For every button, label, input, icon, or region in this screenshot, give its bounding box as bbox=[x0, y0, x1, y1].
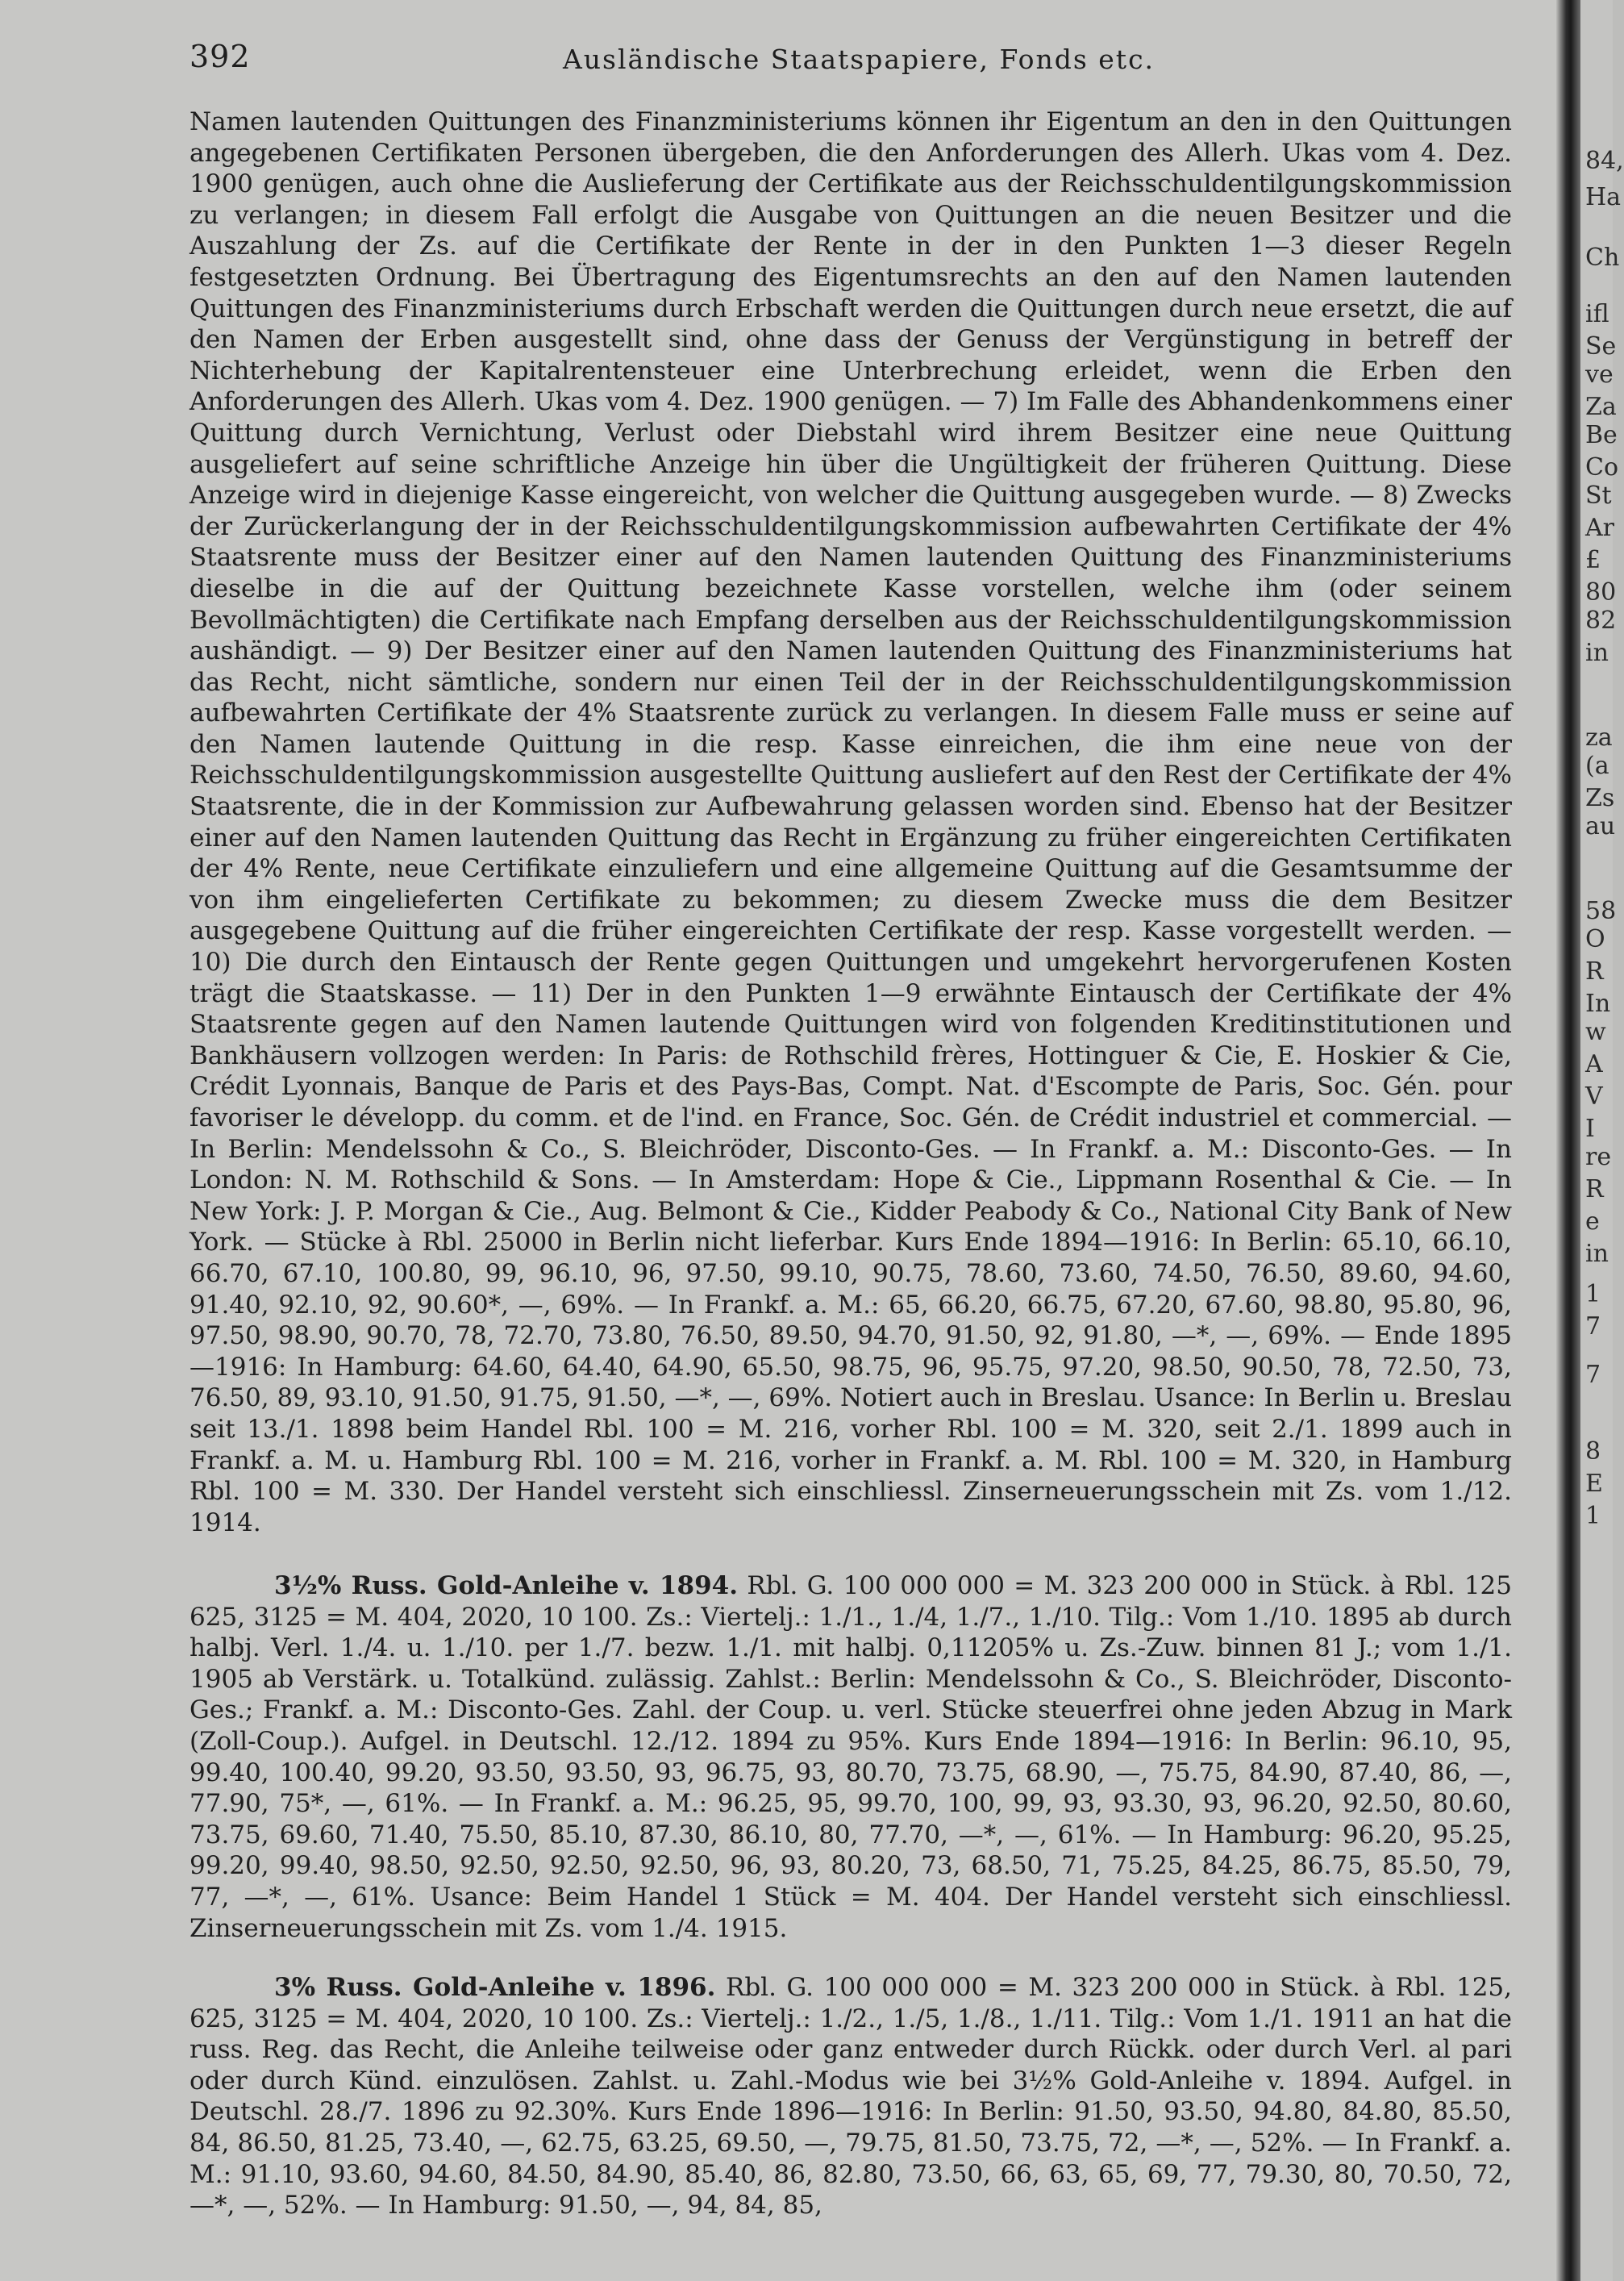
entry-paragraph bbox=[189, 1570, 1512, 1944]
neighbor-fragment: 82 bbox=[1585, 607, 1617, 635]
neighbor-fragment: R bbox=[1585, 1175, 1604, 1203]
neighbor-fragment: £ bbox=[1585, 546, 1601, 574]
entry-text: Rbl. G. 100 000 000 = M. 323 200 000 in Stück. à Rbl. 125, 625, 3125 = M. 404, 2020, 10 100. Zs.: Viertelj.: 1./2., 1./5, 1./8., 1./11. Tilg.: Vom 1./1. 1911 an hat die russ. Reg. das Recht, die Anleihe teilweise oder ganz entweder durch Rückk. oder durch Verl. al pari oder durch Künd. einzulösen. Zahlst. u. Zahl.-Modus wie bei 3½% Gold-Anleihe v. 1894. Aufgel. in Deutschl. 28./7. 1896 zu 92.30%. Kurs Ende 1896—1916: In Berlin: 91.50, 93.50, 94.80, 84.80, 85.50, 84, 86.50, 81.25, 73.40, —, 62.75, 63.25, 69.50, —, 79.75, 81.50, 73.75, 72, —*, —, 52%. — In Frankf. a. M.: 91.10, 93.60, 94.60, 84.50, 84.90, 85.40, 86, 82.80, 73.50, 66, 63, 65, 69, 77, 79.30, 80, 70.50, 72, —*, —, 52%. — In Hamburg: 91.50, —, 94, 84, 85, bbox=[189, 1973, 1513, 2221]
entry-heading: 3½% Russ. Gold-Anleihe v. 1894. bbox=[274, 1571, 739, 1600]
running-head: Ausländische Staatspapiere, Fonds etc. bbox=[562, 44, 1156, 75]
entry-text: Rbl. G. 100 000 000 = M. 323 200 000 in Stück. à Rbl. 125 625, 3125 = M. 404, 2020, 10 100. Zs.: Viertelj.: 1./1., 1./4, 1./7., 1./10. Tilg.: Vom 1./10. 1895 ab durch halbj. Verl. 1./4. u. 1./10. per 1./7. bezw. 1./1. mit halbj. 0,11205% u. Zs.-Zuw. binnen 81 J.; vom 1./1. 1905 ab Verstärk. u. Totalkünd. zulässig. Zahlst.: Berlin: Mendelssohn & Co., S. Bleichröder, Disconto-Ges.; Frankf. a. M.: Disconto-Ges. Zahl. der Coup. u. verl. Stücke steuerfrei ohne jeden Abzug in Mark (Zoll-Coup.). Aufgel. in Deutschl. 12./12. 1894 zu 95%. Kurs Ende 1894—1916: In Berlin: 96.10, 95, 99.40, 100.40, 99.20, 93.50, 93.50, 93, 96.75, 93, 80.70, 73.75, 68.90, —, 75.75, 84.90, 87.40, 86, —, 77.90, 75*, —, 61%. — In Frankf. a. M.: 96.25, 95, 99.70, 100, 99, 93, 93.30, 93, 96.20, 92.50, 80.60, 73.75, 69.60, 71.40, 75.50, 85.10, 87.30, 86.10, 80, 77.70, —*, —, 61%. — In Hamburg: 96.20, 95.25, 99.20, 99.40, 98.50, 92.50, 92.50, 92.50, 96, 93, 80.20, 73, 68.50, 71, 75.25, 84.25, 86.75, 85.50, 79, 77, —*, —, 61%. Usance: Beim Handel 1 Stück = M. 404. Der Handel versteht sich einschliessl. Zinserneuerungsschein mit Zs. vom 1./4. 1915. bbox=[189, 1571, 1512, 1943]
neighbor-fragment: Be bbox=[1585, 421, 1618, 449]
neighbor-fragment: Se bbox=[1585, 332, 1617, 361]
bond-entry-1894 bbox=[189, 1570, 1512, 1944]
page-number: 392 bbox=[189, 39, 251, 74]
neighbor-fragment: ifl bbox=[1585, 300, 1609, 328]
neighbor-fragment: ve bbox=[1585, 361, 1614, 389]
neighbor-fragment: 8 bbox=[1585, 1437, 1601, 1466]
neighbor-fragment: V bbox=[1585, 1082, 1603, 1111]
neighbor-fragment: E bbox=[1585, 1470, 1603, 1498]
neighbor-fragment: R bbox=[1585, 957, 1604, 986]
neighbor-fragment: Co bbox=[1585, 453, 1619, 482]
neighbor-fragment: Zs bbox=[1585, 784, 1615, 812]
neighbor-fragment: 84, bbox=[1585, 147, 1624, 175]
neighbor-fragment: in bbox=[1585, 1240, 1609, 1268]
bond-entry-1896 bbox=[189, 1972, 1512, 2221]
continuation-paragraph: Namen lautenden Quittungen des Finanzministeriums können ihr Eigentum an den in den Quittungen angegebenen Certifikaten Personen übergeben, die den Anforderungen des Allerh. Ukas vom 4. Dez. 1900 genügen, auch ohne die Auslieferung der Certifikate aus der Reichsschuldentilgungskommission zu verlangen; in diesem Fall erfolgt die Ausgabe von Quittungen an die neuen Besitzer und die Auszahlung der Zs. auf die Certifikate der Rente in der in den Punkten 1—3 dieser Regeln festgesetzten Ordnung. Bei Übertragung des Eigentumsrechts an den auf den Namen lautenden Quittungen des Finanzministeriums durch Erbschaft werden die Quittungen durch neue ersetzt, die auf den Namen der Erben ausgestellt sind, ohne dass der Genuss der Vergünstigung in betreff der Nichterhebung der Kapitalrentensteuer eine Unterbrechung erleidet, wenn die Erben den Anforderungen des Allerh. Ukas vom 4. Dez. 1900 genügen. — 7) Im Falle des Abhandenkommens einer Quittung durch Vernichtung, Verlust oder Diebstahl wird ihrem Besitzer eine neue Quittung ausgeliefert auf seine schriftliche Anzeige hin über die Ungültigkeit der früheren Quittung. Diese Anzeige wird in diejenige Kasse eingereicht, von welcher die Quittung ausgegeben wurde. — 8) Zwecks der Zurückerlangung der in der Reichsschuldentilgungskommission aufbewahrten Certifikate der 4% Staatsrente muss der Besitzer einer auf den Namen lautenden Quittung des Finanzministeriums dieselbe in die auf der Quittung bezeichnete Kasse vorstellen, welche ihm (oder seinem Bevollmächtigten) die Certifikate nach Empfang derselben aus der Reichsschuldentilgungskommission aushändigt. — 9) Der Besitzer einer auf den Namen lautenden Quittung des Finanzministeriums hat das Recht, nicht sämtliche, sondern nur einen Teil der in der Reichsschuldentilgungskommission aufbewahrten Certifikate der 4% Staatsrente zurück zu verlangen. In diesem Falle muss er seine auf den Namen lautende Quittung in die resp. Kasse einreichen, die ihm eine neue von der Reichsschuldentilgungskommission ausgestellte Quittung ausliefert auf den Rest der Certifikate der 4% Staatsrente, die in der Kommission zur Aufbewahrung gelassen worden sind. Ebenso hat der Besitzer einer auf den Namen lautenden Quittung das Recht in Ergänzung zu früher eingereichten Certifikaten der 4% Rente, neue Certifikate einzuliefern und eine allgemeine Quittung auf die Gesamtsumme der von ihm eingelieferten Certifikate zu bekommen; zu diesem Zwecke muss die dem Besitzer ausgegebene Quittung auf die früher eingereichten Certifikate der resp. Kasse vorgestellt werden. — 10) Die durch den Eintausch der Rente gegen Quittungen und umgekehrt hervorgerufenen Kosten trägt die Staatskasse. — 11) Der in den Punkten 1—9 erwähnte Eintausch der Certifikate der 4% Staatsrente gegen auf den Namen lautende Quittungen wird von folgenden Kreditinstitutionen und Bankhäusern vollzogen werden: In Paris: de Rothschild frères, Hottinguer & Cie, E. Hoskier & Cie, Crédit Lyonnais, Banque de Paris et des Pays-Bas, Compt. Nat. d'Escompte de Paris, Soc. Gén. pour favoriser le développ. du comm. et de l'ind. en France, Soc. Gén. de Crédit industriel et commercial. — In Berlin: Mendelssohn & Co., S. Bleichröder, Disconto-Ges. — In Frankf. a. M.: Disconto-Ges. — In London: N. M. Rothschild & Sons. — In Amsterdam: Hope & Cie., Lippmann Rosenthal & Cie. — In New York: J. P. Morgan & Cie., Aug. Belmont & Cie., Kidder Peabody & Co., National City Bank of New York. — Stücke à Rbl. 25000 in Berlin nicht lieferbar. Kurs Ende 1894—1916: In Berlin: 65.10, 66.10, 66.70, 67.10, 100.80, 99, 96.10, 96, 97.50, 99.10, 90.75, 78.60, 73.60, 74.50, 76.50, 89.60, 94.60, 91.40, 92.10, 92, 90.60*, —, 69%. — In Frankf. a. M.: 65, 66.20, 66.75, 67.20, 67.60, 98.80, 95.80, 96, 97.50, 98.90, 90.70, 78, 72.70, 73.80, 76.50, 89.50, 94.70, 91.50, 92, 91.80, —*, —, 69%. — Ende 1895—1916: In Hamburg: 64.60, 64.40, 64.90, 65.50, 98.75, 96, 95.75, 97.20, 98.50, 90.50, 78, 72.50, 73, 76.50, 89, 93.10, 91.50, 91.75, 91.50, —*, —, 69%. Notiert auch in Breslau. Usance: In Berlin u. Breslau seit 13./1. 1898 beim Handel Rbl. 100 = M. 216, vorher Rbl. 100 = M. 320, seit 2./1. 1899 auch in Frankf. a. M. u. Hamburg Rbl. 100 = M. 216, vorher in Frankf. a. M. Rbl. 100 = M. 320, in Hamburg Rbl. 100 = M. 330. Der Handel versteht sich einschliessl. Zinserneuerungsschein mit Zs. vom 1./12. 1914. bbox=[189, 107, 1512, 1537]
neighbor-fragment: Ar bbox=[1585, 514, 1615, 542]
neighbor-fragment: 7 bbox=[1585, 1361, 1601, 1389]
entry-paragraph bbox=[189, 1972, 1512, 2221]
neighbor-fragment: w bbox=[1585, 1018, 1606, 1046]
neighbor-fragment: Ch bbox=[1585, 244, 1620, 272]
neighbor-fragment: re bbox=[1585, 1143, 1612, 1171]
neighbor-fragment: St bbox=[1585, 482, 1612, 510]
neighbor-fragment: O bbox=[1585, 925, 1605, 953]
neighbor-fragment: 80 bbox=[1585, 578, 1617, 607]
page-header bbox=[189, 39, 1528, 87]
neighbor-fragment: e bbox=[1585, 1207, 1600, 1236]
book-gutter bbox=[1556, 0, 1580, 2281]
neighbor-fragment: I bbox=[1585, 1115, 1595, 1143]
neighbor-fragment: Ha bbox=[1585, 183, 1622, 211]
neighbor-fragment: Za bbox=[1585, 393, 1617, 421]
neighbor-fragment: In bbox=[1585, 990, 1611, 1018]
neighbor-fragment: 7 bbox=[1585, 1312, 1601, 1341]
neighbor-fragment: 1 bbox=[1585, 1280, 1601, 1308]
neighbor-fragment: za bbox=[1585, 723, 1613, 752]
neighbor-fragment: au bbox=[1585, 812, 1616, 840]
entry-heading: 3% Russ. Gold-Anleihe v. 1896. bbox=[274, 1973, 716, 2002]
neighbor-fragment: (a bbox=[1585, 752, 1609, 780]
neighbor-fragment: in bbox=[1585, 639, 1609, 667]
neighbor-fragment: 1 bbox=[1585, 1502, 1601, 1530]
neighbor-fragment: 58 bbox=[1585, 897, 1617, 925]
neighbor-fragment: A bbox=[1585, 1050, 1603, 1078]
neighbor-page-edge bbox=[1580, 0, 1624, 2281]
